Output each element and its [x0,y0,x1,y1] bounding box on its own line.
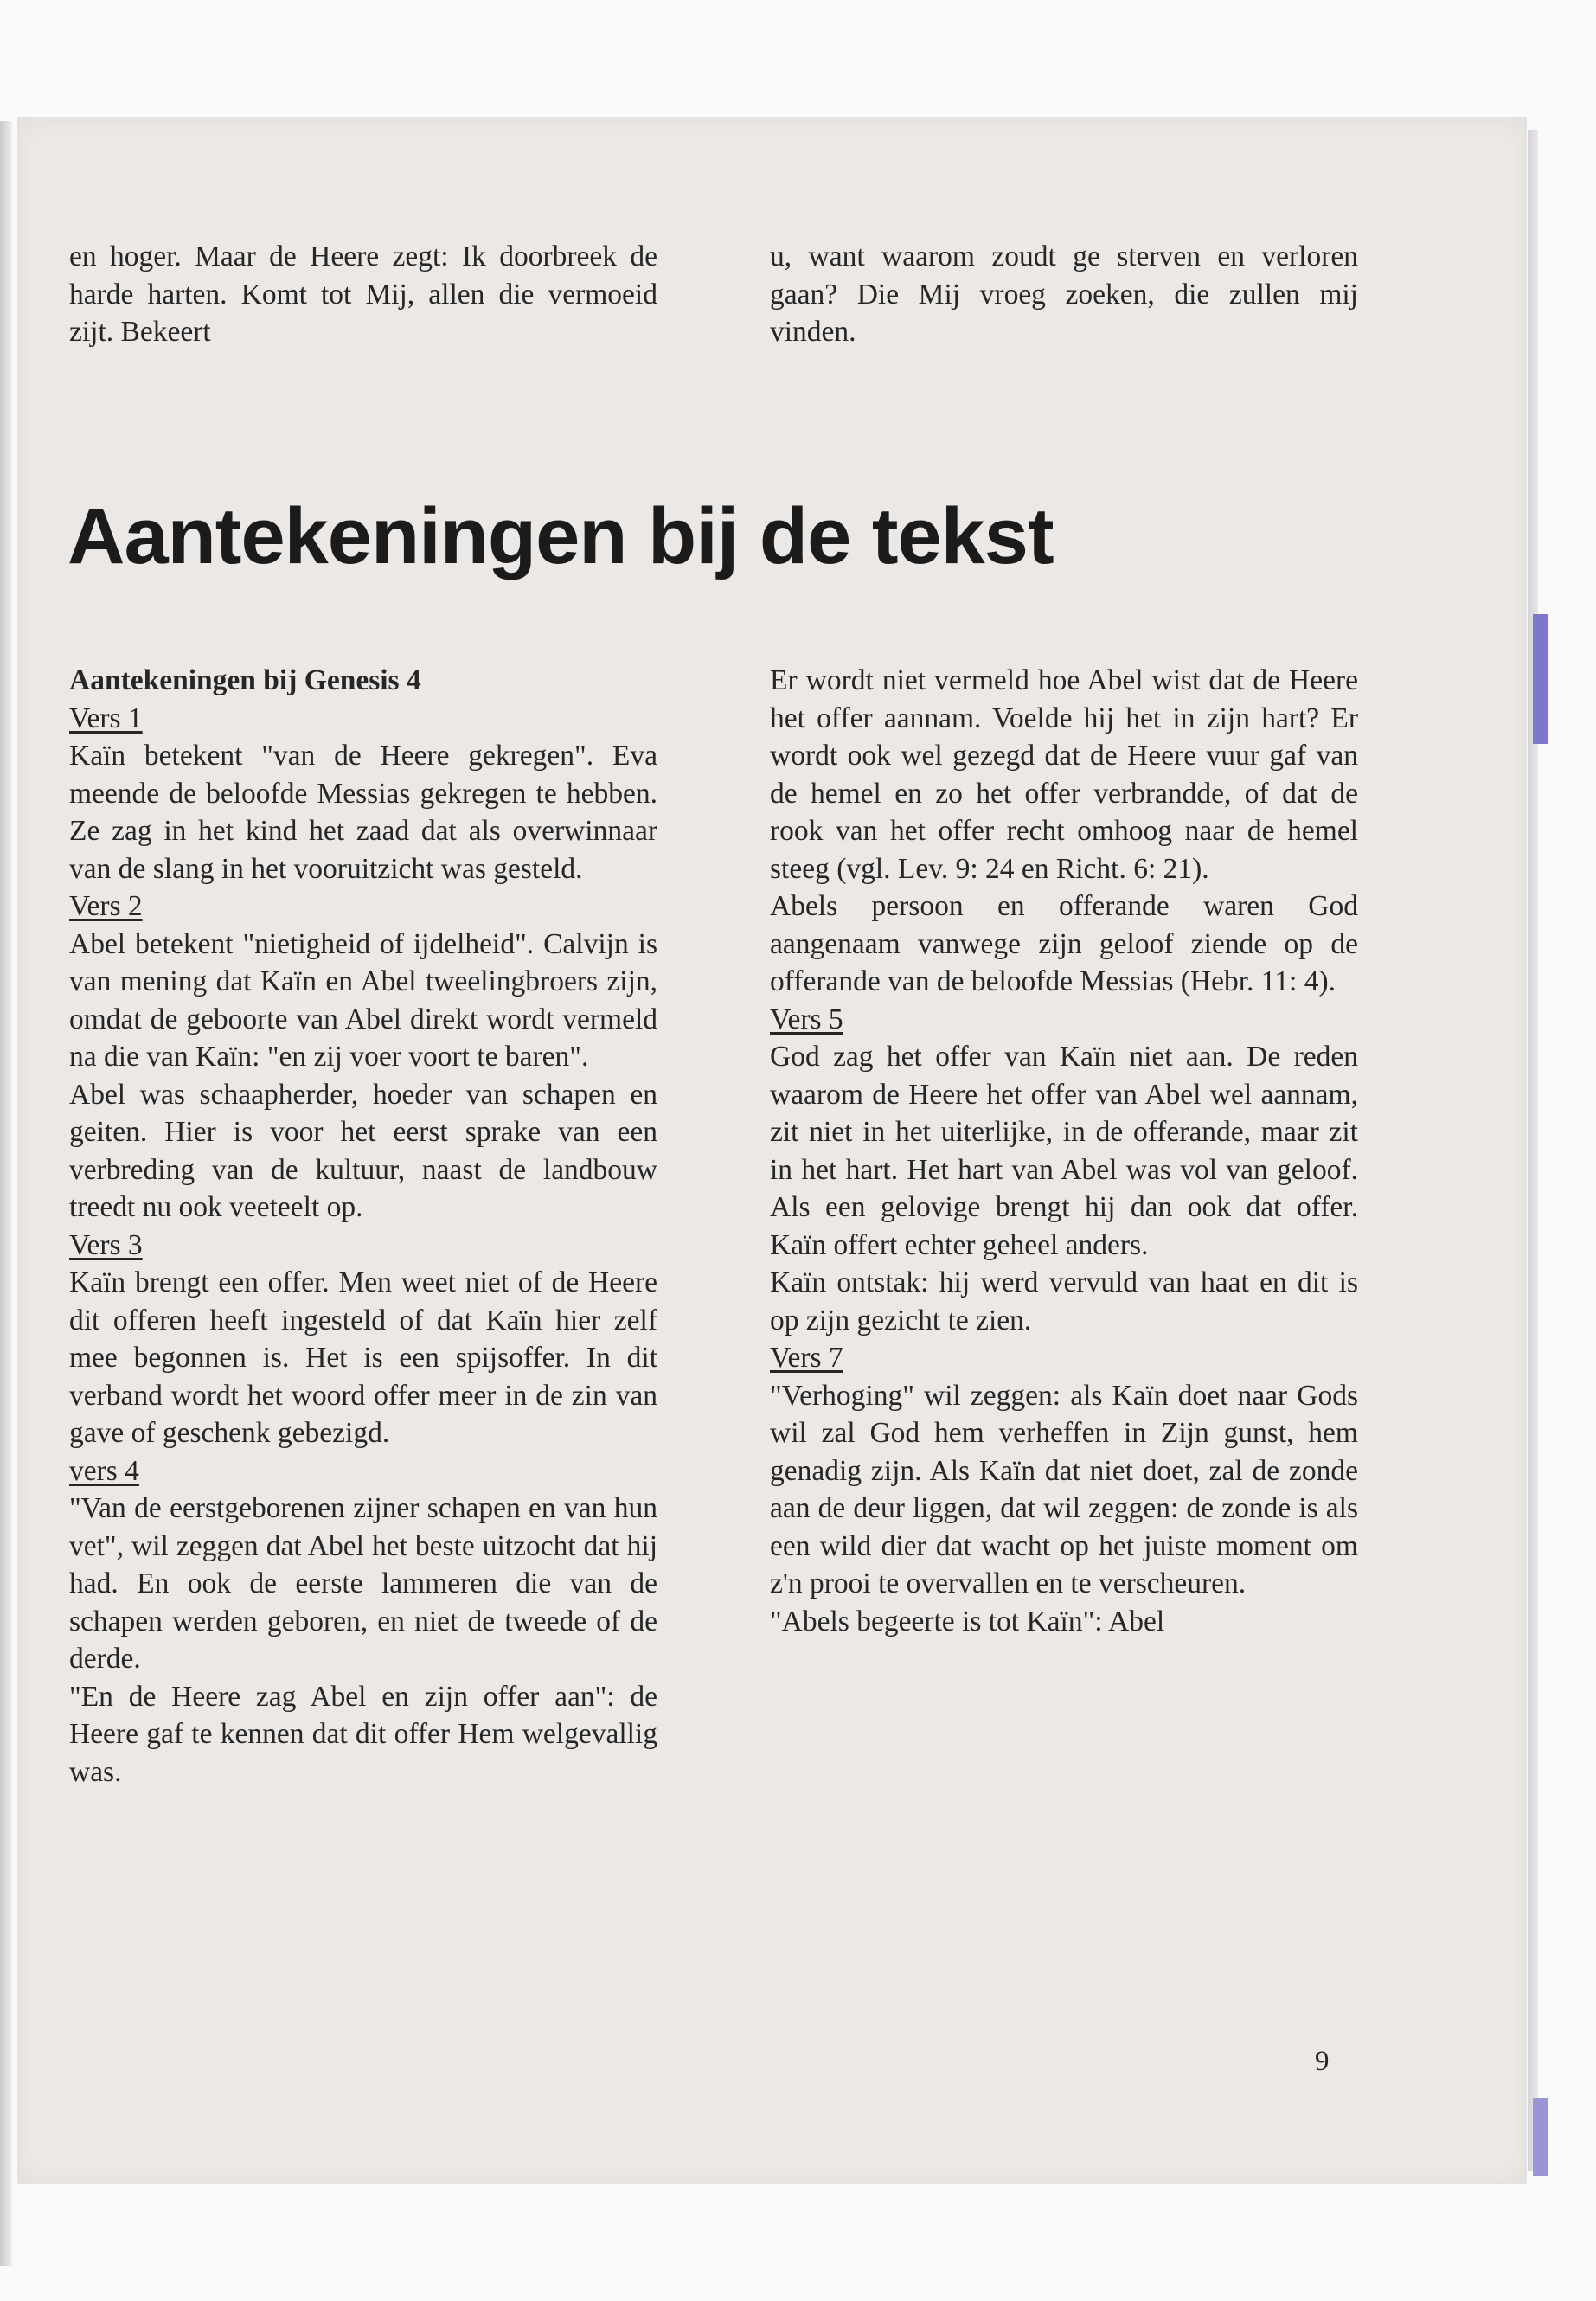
paragraph: Abels persoon en offerande waren God aangenaam vanwege zijn geloof ziende op de offerande van de beloofde Messias (Hebr. 11: 4). [770,890,1358,997]
paragraph: Kaïn ontstak: hij werd vervuld van haat en dit is op zijn gezicht te zien. [770,1266,1358,1336]
paragraph: "Verhoging" wil zeggen: als Kaïn doet naar Gods wil zal God hem verheffen in Zijn gunst, hem genadig zijn. Als Kaïn dat niet doet, zal de zonde aan de deur liggen, dat wil zeggen: de zonde is als een wild dier dat wacht op het juiste moment om z'n prooi te overvallen en te verscheuren. [770,1379,1358,1599]
verse-label: vers 4 [69,1454,139,1487]
notes-column-left [69,662,657,1791]
verse-label: Vers 5 [770,1003,843,1035]
paragraph: Abel was schaapherder, hoeder van schapen en geiten. Hier is voor het eerst sprake van een verbreding van de kultuur, naast de landbouw treedt nu ook veeteelt op. [69,1078,657,1223]
page-edge-color-tab [1533,2098,1548,2176]
paragraph: Kaïn betekent "van de Heere gekregen". Eva meende de beloofde Messias gekregen te hebben. Ze zag in het kind het zaad dat als overwinnaar van de slang in het vooruitzicht was gesteld. [69,740,657,885]
paragraph: u, want waarom zoudt ge sterven en verloren gaan? Die Mij vroeg zoeken, die zullen mij vinden. [770,240,1358,348]
page-number: 9 [1315,2046,1330,2077]
notes-column-right [770,662,1358,1640]
paragraph: "En de Heere zag Abel en zijn offer aan": de Heere gaf te kennen dat dit offer Hem welgevallig was. [69,1680,657,1788]
page-edge-color-tab [1533,614,1548,744]
section-heading: Aantekeningen bij de tekst [67,492,1054,580]
continued-text-right [770,238,1358,351]
paragraph: God zag het offer van Kaïn niet aan. De reden waarom de Heere het offer van Abel wel aannam, zit niet in het uiterlijke, in de offerande, maar zit in het hart. Het hart van Abel was vol van geloof. Als een gelovige brengt hij dan ook dat offer. Kaïn offert echter geheel anders. [770,1041,1358,1261]
page-edge [1528,130,1538,2171]
paragraph: Er wordt niet vermeld hoe Abel wist dat de Heere het offer aannam. Voelde hij het in zijn hart? Er wordt ook wel gezegd dat de Heere vuur gaf van de hemel en zo het offer verbrandde, of dat de rook van het offer recht omhoog naar de hemel steeg (vgl. Lev. 9: 24 en Richt. 6: 21). [770,664,1358,885]
paragraph: Kaïn brengt een offer. Men weet niet of de Heere dit offeren heeft ingesteld of dat Kaïn hier zelf mee begonnen is. Het is een spijsoffer. In dit verband wordt het woord offer meer in de zin van gave of geschenk gebezigd. [69,1266,657,1449]
continued-text-left [69,238,657,351]
paragraph: Abel betekent "nietigheid of ijdelheid". Calvijn is van mening dat Kaïn en Abel tweelingbroers zijn, omdat de geboorte van Abel direkt wordt vermeld na die van Kaïn: "en zij voer voort te baren". [69,927,657,1073]
paragraph: "Van de eerstgeborenen zijner schapen en van hun vet", wil zeggen dat Abel het beste uitzocht dat hij had. En ook de eerste lammeren die van de schapen werden geboren, en niet de tweede of de derde. [69,1492,657,1675]
binding-edge [0,121,12,2266]
paragraph: en hoger. Maar de Heere zegt: Ik doorbreek de harde harten. Komt tot Mij, allen die vermoeid zijt. Bekeert [69,240,657,348]
paragraph: "Abels begeerte is tot Kaïn": Abel [770,1605,1165,1638]
verse-label: Vers 2 [69,890,143,922]
verse-label: Vers 3 [69,1228,143,1261]
notes-subheading: Aantekeningen bij Genesis 4 [69,664,421,696]
verse-label: Vers 7 [770,1342,843,1374]
verse-label: Vers 1 [69,702,143,734]
